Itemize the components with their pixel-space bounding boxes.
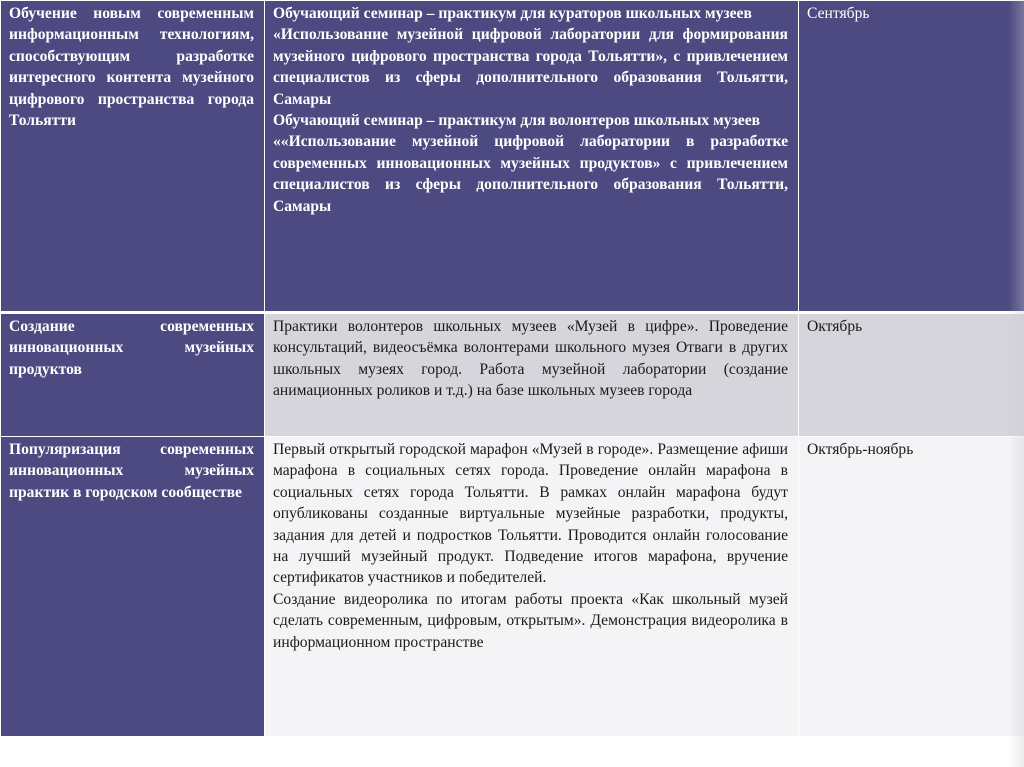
topic-cell: Создание современных инновационных музейных продуктов (1, 313, 265, 437)
activity-text: Обучающий семинар – практикум для кураторов школьных музеев (273, 5, 752, 22)
activity-text: Обучающий семинар – практикум для волонтеров школьных музеев (273, 112, 761, 130)
activities-cell (265, 1, 799, 313)
topic-cell: Обучение новым современным информационным технологиям, способствующим разработке интересного контента музейного цифрового пространства города Тольятти (1, 1, 265, 313)
activity-text: «Использование музейной цифровой лаборатории для формирования музейного цифрового пространства города Тольятти», с привлечением специалистов из сферы дополнительного образования Тольятти, Самары (273, 26, 788, 108)
table-row (1, 313, 1024, 437)
activity-text: Первый открытый городской марафон «Музей в городе». Размещение афиши марафона в социальных сетях города. Проведение онлайн марафона в социальных сетях города Тольятти. В рамках онлайн марафона будут опубликованы созданные виртуальные музейные разработки, продукты, задания для детей и подростков Тольятти. Проводится онлайн голосование на лучший музейный продукт. Подведение итогов марафона, вручение сертификатов участников и победителей. (273, 441, 788, 587)
activities-cell (265, 437, 799, 737)
timing-cell: Октябрь (799, 313, 1024, 437)
table-row (1, 437, 1024, 737)
topic-cell: Популяризация современных инновационных музейных практик в городском сообществе (1, 437, 265, 737)
activity-text: Создание видеоролика по итогам работы проекта «Как школьный музей сделать современным, цифровым, открытым». Демонстрация видеоролика в информационном пространстве (273, 590, 788, 651)
timing-cell: Октябрь-ноябрь (799, 437, 1024, 737)
table-row (1, 1, 1024, 313)
timing-cell: Сентябрь (799, 1, 1024, 313)
activity-text: ««Использование музейной цифровой лаборатории в разработке современных инновационных музейных продуктов» с привлечением специалистов из сферы дополнительного образования Тольятти, Самары (273, 133, 788, 215)
activities-cell (265, 313, 799, 437)
activity-text: Практики волонтеров школьных музеев «Музей в цифре». Проведение консультаций, видеосъёмка волонтерами школьного музея Отваги в других школьных музеях город. Работа музейной лаборатории (создание анимационных роликов и т.д.) на базе школьных музеев города (273, 318, 788, 400)
